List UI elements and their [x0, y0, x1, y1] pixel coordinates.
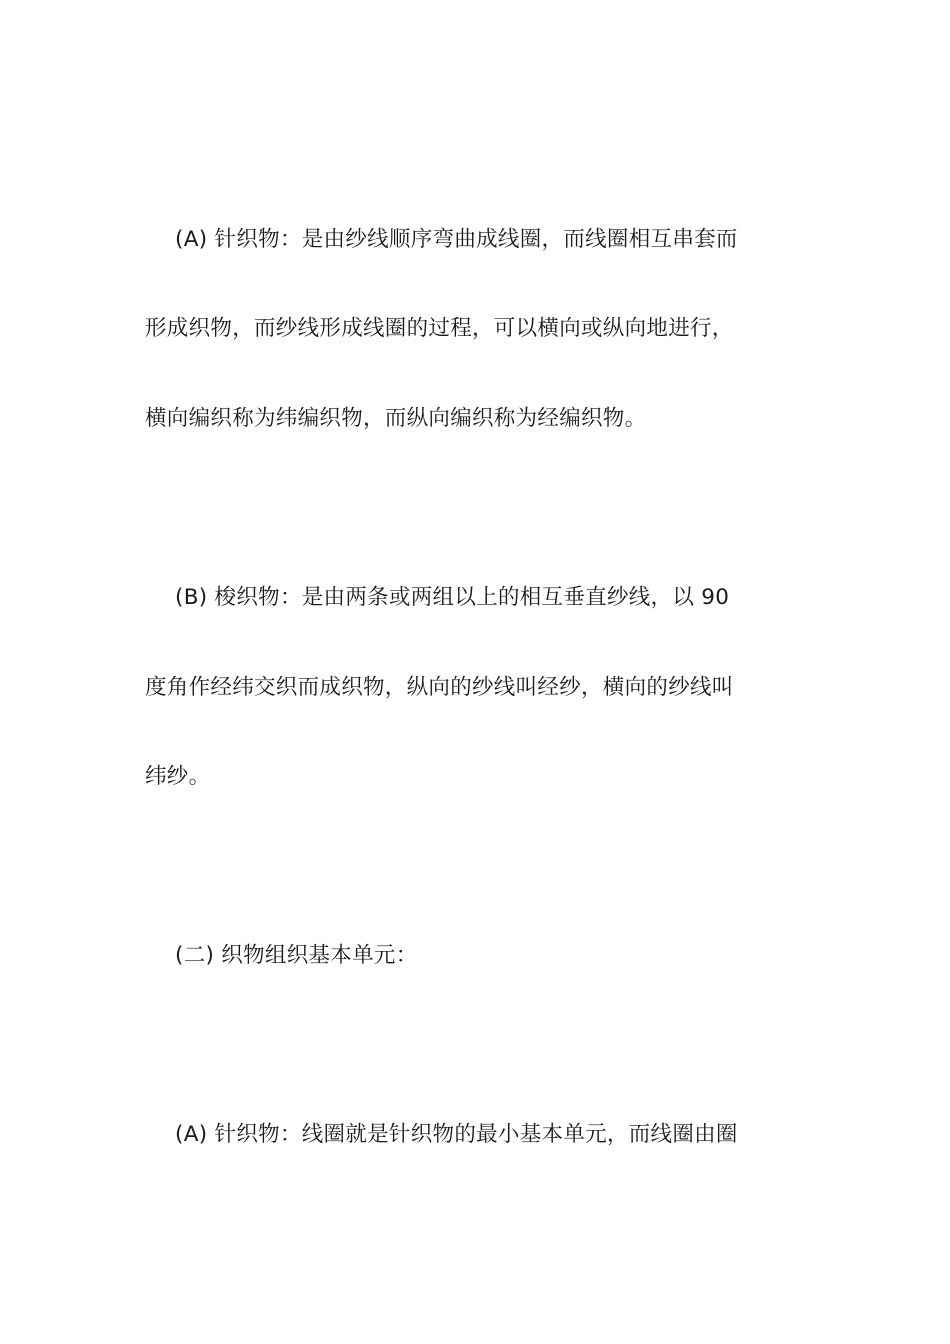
paragraph-line: (B) 梭织物：是由两条或两组以上的相互垂直纱线，以 90	[175, 585, 730, 610]
paragraph-line: 横向编织称为纬编织物，而纵向编织称为经编织物。	[145, 406, 647, 431]
section-heading: (二) 织物组织基本单元：	[175, 943, 418, 968]
paragraph-line: (A) 针织物：线圈就是针织物的最小基本单元，而线圈由圈	[175, 1122, 738, 1147]
paragraph-line: 纬纱。	[145, 764, 211, 789]
paragraph-line: 度角作经纬交织而成织物，纵向的纱线叫经纱，横向的纱线叫	[145, 675, 734, 700]
paragraph-line: (A) 针织物：是由纱线顺序弯曲成线圈，而线圈相互串套而	[175, 227, 738, 252]
paragraph-line: 形成织物，而纱线形成线圈的过程，可以横向或纵向地进行，	[145, 316, 734, 341]
